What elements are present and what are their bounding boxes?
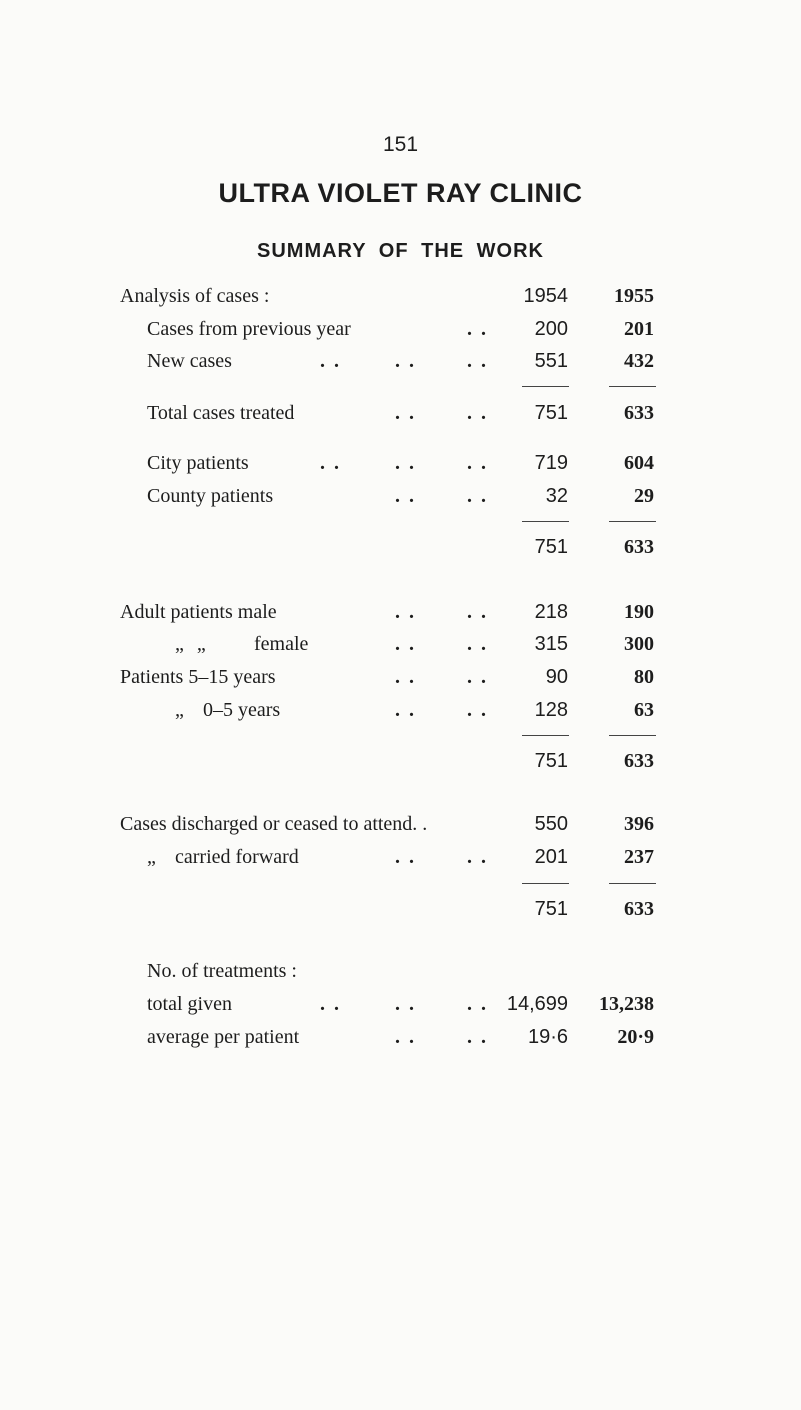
leader-dots: . . [395,993,416,1015]
leader-dots: . . [395,699,416,721]
page-subtitle: SUMMARY OF THE WORK [257,240,544,262]
value-1955: 237 [624,846,654,868]
value-1955: 633 [624,402,654,424]
leader-dots: . . [395,633,416,655]
value-1954: 201 [534,846,568,868]
value-1955: 633 [624,750,654,772]
value-1955: 201 [624,318,654,340]
sum-rule-1955 [609,735,656,736]
row-label: Total cases treated [147,402,295,424]
table-row-subtotal [0,898,801,928]
value-1954: 218 [534,601,568,623]
leader-dots: . . [467,993,488,1015]
row-label: Adult patients male [120,601,277,623]
value-1954: 751 [534,898,568,920]
table-row-carried-forward [0,846,801,876]
leader-dots: . . [320,452,341,474]
leader-dots: . . [467,1026,488,1048]
value-1954: 19·6 [527,1026,568,1048]
value-1955: 633 [624,536,654,558]
table-row-new-cases [0,350,801,380]
value-1954: 550 [534,813,568,835]
value-1954: 551 [534,350,568,372]
row-label: 0–5 years [203,699,281,721]
leader-dots: . . [395,485,416,507]
table-row-patients-0-5 [0,699,801,729]
leader-dots: . . [467,601,488,623]
leader-dots: . . [320,350,341,372]
row-label: New cases [147,350,232,372]
row-label: Patients 5–15 years [120,666,276,688]
leader-dots: . . [395,666,416,688]
row-label: No. of treatments : [147,960,297,982]
row-label: total given [147,993,232,1015]
table-row-city-patients [0,452,801,482]
leader-dots: . . [467,402,488,424]
leader-dots: . . [467,666,488,688]
value-1955: 29 [634,485,654,507]
value-1954: 751 [534,402,568,424]
leader-dots: . . [467,699,488,721]
value-1955: 604 [624,452,654,474]
row-label: average per patient [147,1026,300,1048]
value-1955: 190 [624,601,654,623]
table-header-row [0,285,801,315]
leader-dots: . . [467,350,488,372]
row-label: Cases discharged or ceased to attend. . [120,813,428,835]
leader-dots: . . [395,846,416,868]
ditto-marks: „ [147,846,156,868]
page-number: 151 [382,133,419,156]
value-1955: 13,238 [599,993,654,1015]
table-row-subtotal [0,750,801,780]
leader-dots: . . [395,402,416,424]
value-1954: 751 [534,536,568,558]
page-title: ULTRA VIOLET RAY CLINIC [218,178,583,208]
value-1954: 719 [534,452,568,474]
table-row-subtotal [0,536,801,566]
value-1954: 315 [534,633,568,655]
value-1955: 80 [634,666,654,688]
leader-dots: . . [395,452,416,474]
table-row-previous-year [0,318,801,348]
leader-dots: . . [467,633,488,655]
value-1954: 90 [545,666,568,688]
ditto-marks: „ „ [175,633,206,655]
value-1954: 751 [534,750,568,772]
table-row-treatments-header [0,960,801,990]
value-1955: 633 [624,898,654,920]
value-1955: 396 [624,813,654,835]
value-1954: 200 [534,318,568,340]
table-row-adult-female [0,633,801,663]
leader-dots: . . [395,601,416,623]
sum-rule-1955 [609,386,656,387]
row-label: County patients [147,485,274,507]
value-1955: 20·9 [617,1026,654,1048]
leader-dots: . . [467,318,488,340]
value-1954: 128 [534,699,568,721]
column-header-1955: 1955 [614,285,654,307]
leader-dots: . . [395,350,416,372]
row-label: female [254,633,309,655]
ditto-marks: „ [175,699,184,721]
table-row-total-given [0,993,801,1023]
table-row-patients-5-15 [0,666,801,696]
value-1955: 300 [624,633,654,655]
sum-rule-1955 [609,883,656,884]
sum-rule-1955 [609,521,656,522]
table-row-average-per-patient [0,1026,801,1056]
row-label: carried forward [175,846,299,868]
column-header-1954: 1954 [523,285,568,307]
table-row-total-treated [0,402,801,432]
table-row-discharged [0,813,801,843]
leader-dots: . . [467,846,488,868]
row-label: Cases from previous year [147,318,351,340]
value-1955: 63 [634,699,654,721]
sum-rule-1954 [522,386,569,387]
value-1954: 14,699 [506,993,568,1015]
sum-rule-1954 [522,883,569,884]
leader-dots: . . [320,993,341,1015]
value-1954: 32 [545,485,568,507]
row-label: City patients [147,452,249,474]
analysis-header-label: Analysis of cases : [120,285,270,307]
leader-dots: . . [467,452,488,474]
sum-rule-1954 [522,735,569,736]
sum-rule-1954 [522,521,569,522]
table-row-county-patients [0,485,801,515]
leader-dots: . . [467,485,488,507]
table-row-adult-male [0,601,801,631]
value-1955: 432 [624,350,654,372]
leader-dots: . . [395,1026,416,1048]
